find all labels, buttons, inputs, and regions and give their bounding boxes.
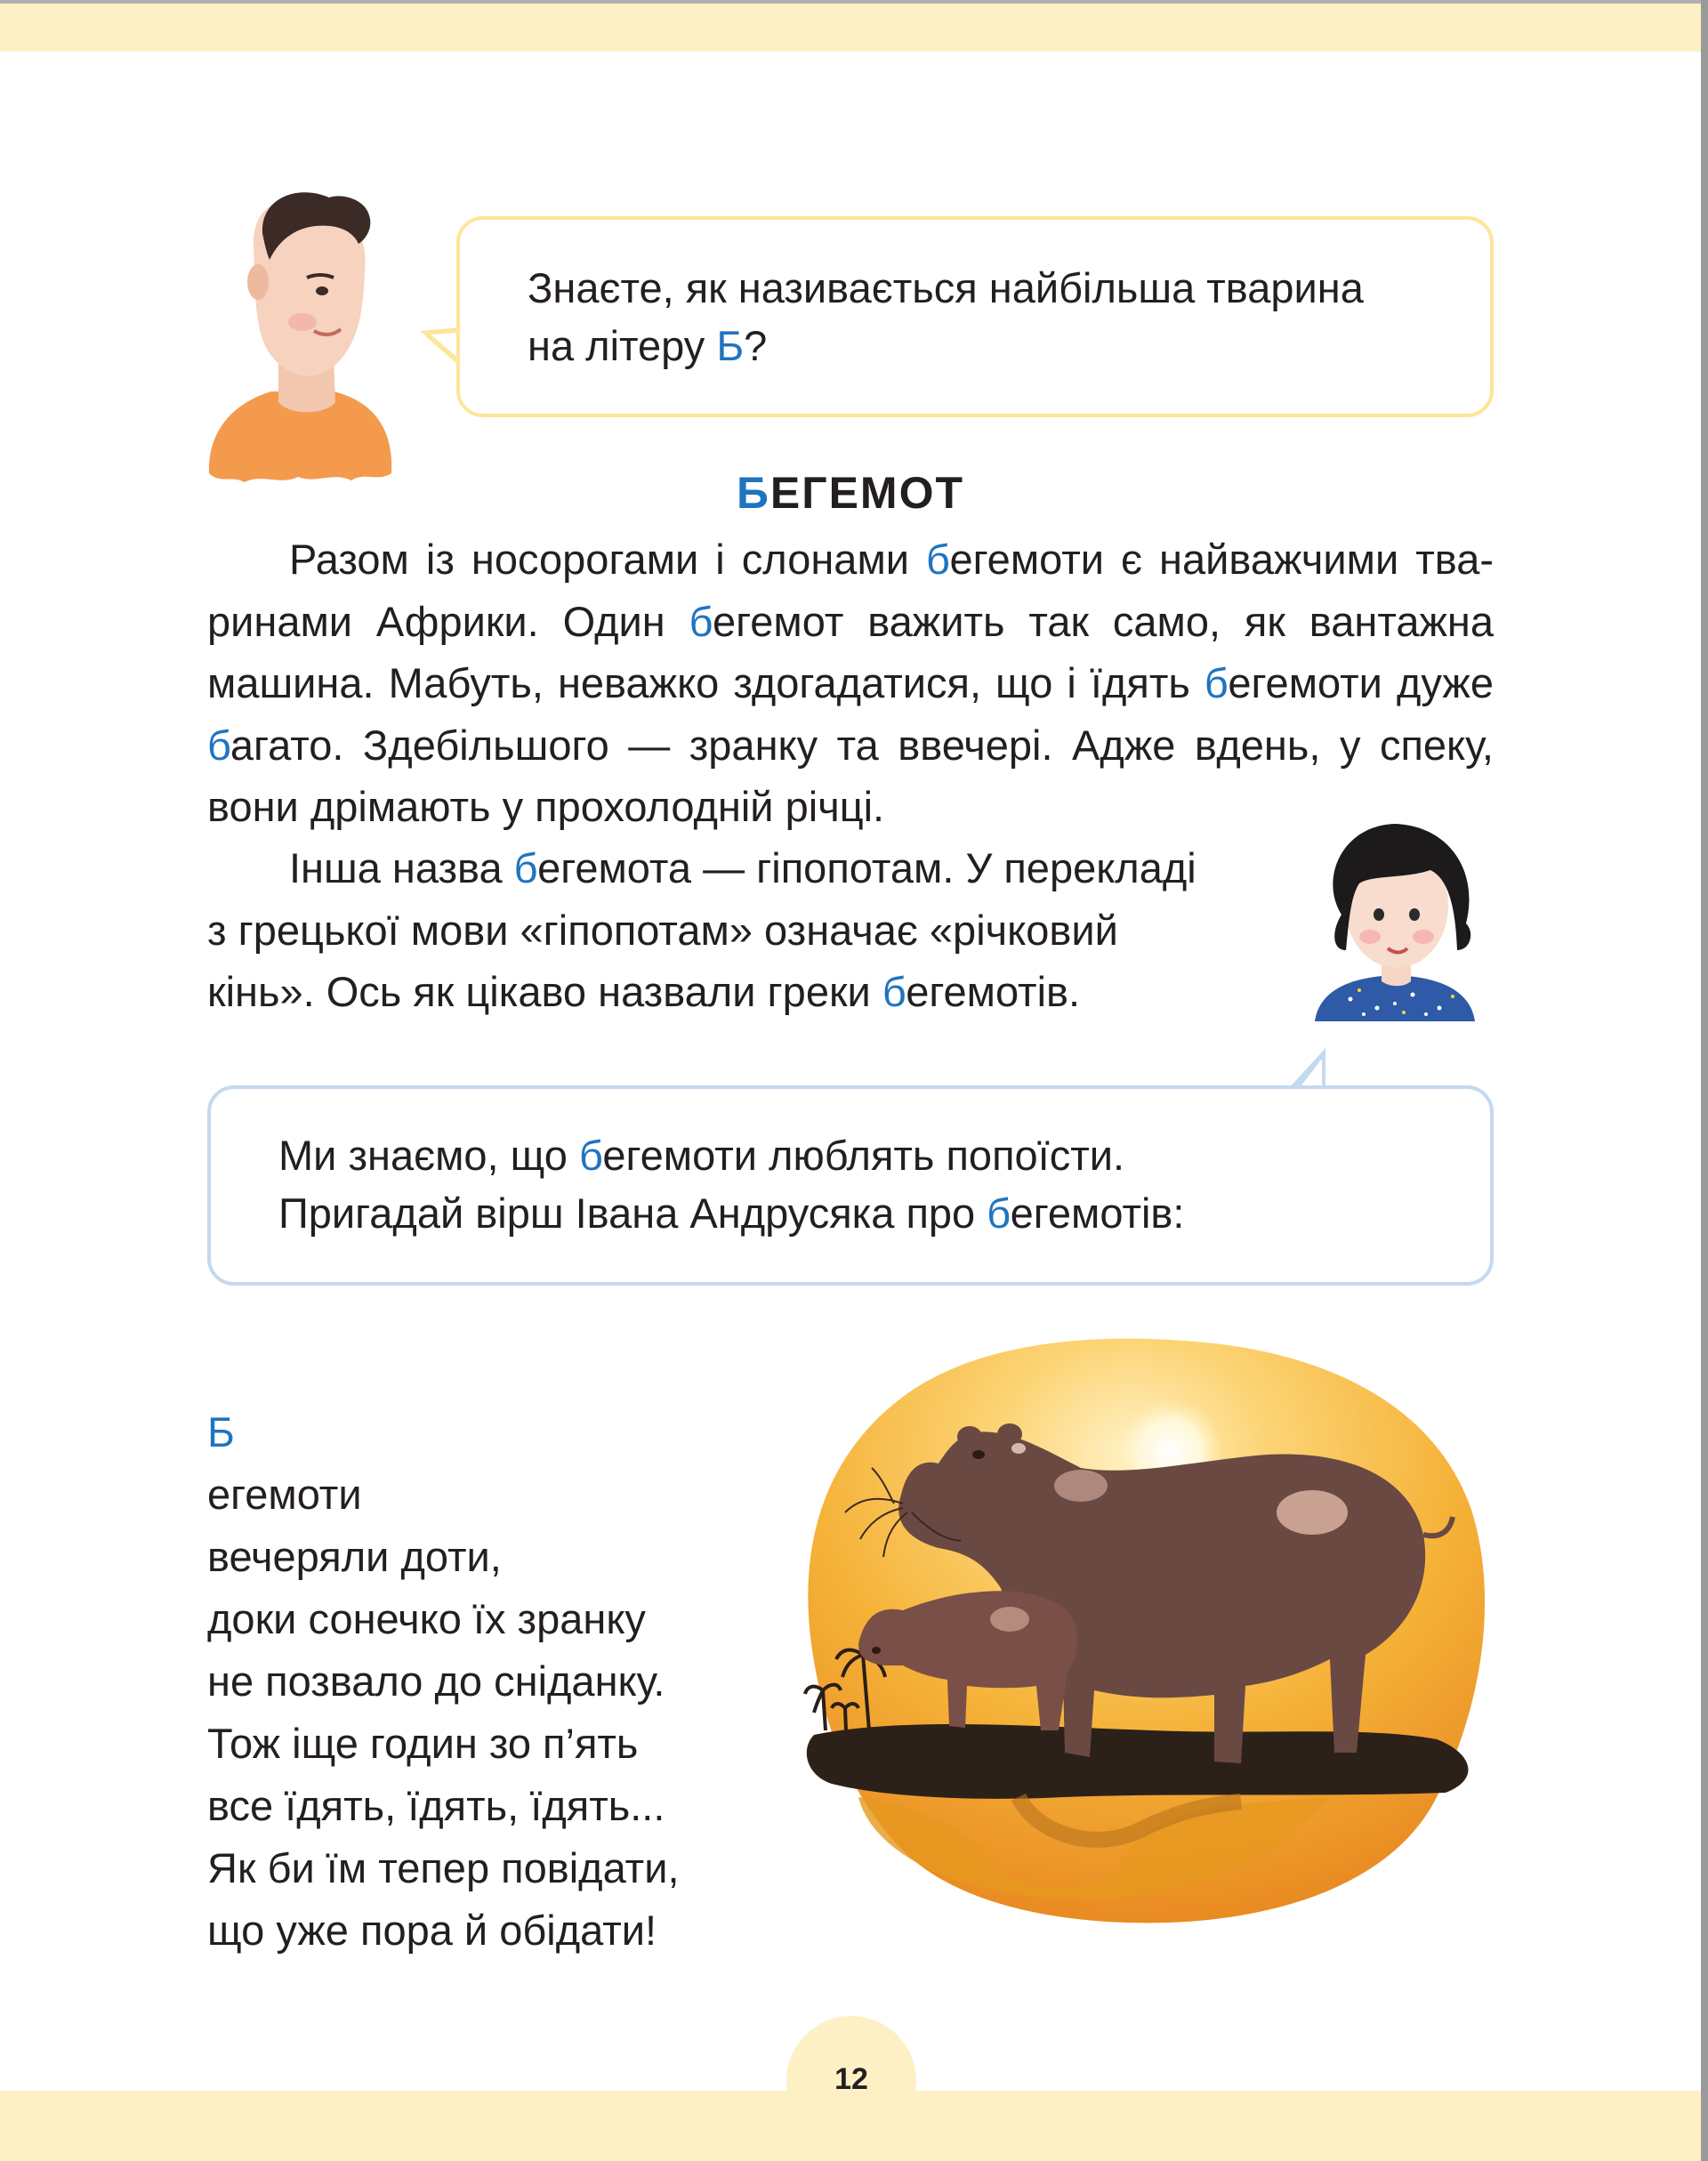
- poem-line-7: Як би їм тепер повідати,: [207, 1844, 680, 1891]
- p2-line-2: з грецької мови «гіпопотам» означає «річковий: [207, 906, 1118, 954]
- p2-l1-highlight: б: [513, 844, 538, 891]
- p1-line-4: [207, 714, 1494, 777]
- bubble-girl-l1-highlight: б: [579, 1132, 603, 1179]
- page-number: 12: [834, 2062, 868, 2096]
- title-highlight: Б: [736, 468, 770, 518]
- bubble-boy-line2-pre: на літеру: [528, 322, 717, 369]
- bubble-girl-l2-text-end: егемотів:: [1010, 1189, 1185, 1237]
- p1-l2-highlight: б: [689, 597, 713, 645]
- girl-illustration: [1297, 808, 1497, 1030]
- poem-line-6: все їдять, їдять, їдять...: [207, 1782, 665, 1829]
- poem-line-1: [207, 1401, 830, 1526]
- poem-l1-text: егемоти: [207, 1471, 362, 1518]
- p1-l3-highlight: б: [1204, 659, 1229, 706]
- speech-bubble-girl: [207, 1085, 1494, 1286]
- bubble-girl-l1-text: Ми знаємо, що: [278, 1132, 579, 1179]
- p2-line-3: [207, 961, 1239, 1023]
- speech-bubble-girl-text: [278, 1126, 1470, 1242]
- frame-right-border: [1701, 0, 1708, 2161]
- top-band: [0, 4, 1701, 52]
- p1-l4-highlight: б: [207, 721, 230, 769]
- poem-line-3: доки сонечко їх зранку: [207, 1595, 646, 1642]
- poem-line-4: не позвало до сніданку.: [207, 1657, 665, 1705]
- p1-l3-text: машина. Мабуть, неважко здогадатися, що і їдять: [207, 659, 1204, 706]
- p1-l1-text: Разом із носорогами і слонами: [289, 536, 927, 583]
- p1-l1-highlight: б: [926, 536, 950, 583]
- p2-l1-text: Інша назва: [289, 844, 514, 891]
- p1-l3-text-end: егемоти дуже: [1228, 659, 1494, 706]
- p1-l1-text-end: егемоти є найважчими тва-: [949, 536, 1494, 583]
- bubble-girl-l2-highlight: б: [987, 1189, 1011, 1237]
- p1-line-2: [207, 591, 1494, 653]
- hippo-sunset-illustration: [796, 1334, 1494, 1926]
- speech-bubble-boy-text: [528, 259, 1470, 375]
- title-rest: ЕГЕМОТ: [769, 468, 965, 518]
- p2-line-1: [207, 837, 1239, 899]
- bubble-boy-line1: Знаєте, як називається найбільша тварина: [528, 264, 1364, 311]
- p1-line-5: вони дрімають у прохолодній річці.: [207, 783, 885, 830]
- poem-line-8: що уже пора й обідати!: [207, 1907, 657, 1954]
- paragraph-1: [207, 528, 1494, 838]
- bubble-boy-highlight: Б: [716, 322, 745, 369]
- p1-line-1: [207, 528, 1494, 591]
- poem-line-2: вечеряли доти,: [207, 1533, 502, 1580]
- bubble-girl-l2-text: Пригадай вірш Івана Андрусяка про: [278, 1189, 987, 1237]
- paragraph-2: [207, 837, 1239, 1023]
- p2-l3-text-end: егемотів.: [906, 968, 1081, 1015]
- p2-l3-text: кінь». Ось як цікаво назвали греки: [207, 968, 882, 1015]
- boy-illustration: [200, 189, 400, 491]
- bubble-tail-girl: [1281, 1046, 1334, 1091]
- p1-l4-text: агато. Здебільшого — зранку та ввечері. Адже вдень, у спеку,: [230, 721, 1494, 769]
- p2-l3-highlight: б: [882, 968, 906, 1015]
- p2-l1-text-end: егемота — гіпопотам. У перекладі: [537, 844, 1196, 891]
- p1-l2-text: ринами Африки. Один: [207, 597, 689, 645]
- p1-line-3: [207, 652, 1494, 714]
- p1-l2-text-end: егемот важить так само, як вантажна: [713, 597, 1494, 645]
- poem-line-5: Тож іще годин зо п’ять: [207, 1720, 639, 1767]
- poem: [207, 1401, 830, 1962]
- poem-l1-highlight: Б: [207, 1408, 235, 1455]
- speech-bubble-boy: [456, 216, 1494, 417]
- bubble-girl-l1-text-end: егемоти люблять попоїсти.: [602, 1132, 1125, 1179]
- article-title: [207, 467, 1494, 519]
- bubble-boy-line2-post: ?: [744, 322, 768, 369]
